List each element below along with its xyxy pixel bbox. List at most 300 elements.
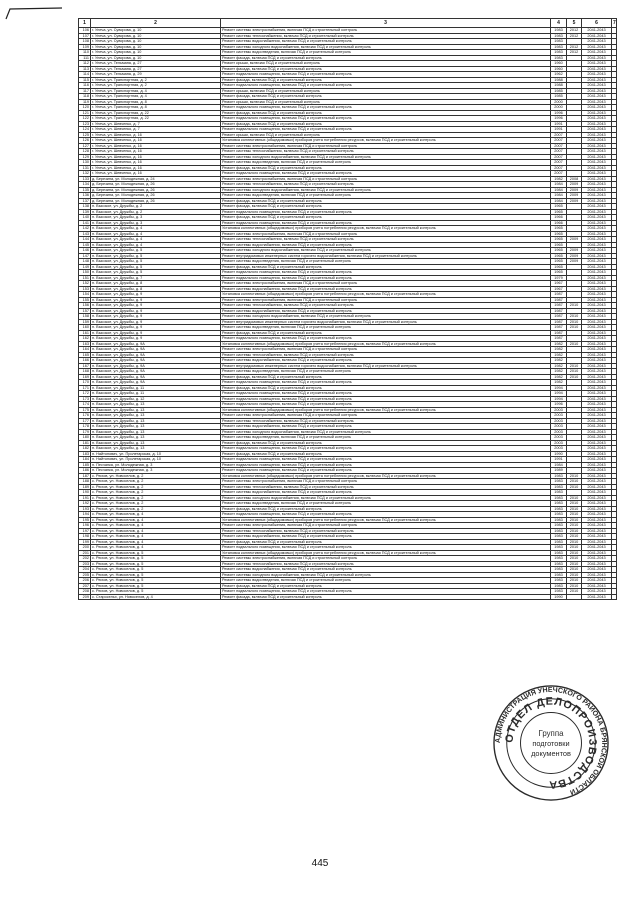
row-number: 199: [79, 539, 91, 545]
row-period: 2041-2043: [582, 396, 612, 402]
row-work-type: Ремонт подвального помещения, включая ПСД и строительный контроль: [221, 512, 551, 518]
row-number: 128: [79, 149, 91, 155]
row-work-type: Ремонт системы электроснабжения, включая ПСД и строительный контроль: [221, 556, 551, 562]
row-period: 2041-2043: [582, 451, 612, 457]
row-address: п. Песчанка, ул. Молодежная, д. 3: [91, 468, 221, 474]
row-year-built: 1991: [551, 121, 567, 127]
row-number: 158: [79, 314, 91, 320]
row-number: 119: [79, 99, 91, 105]
row-year-built: 1967: [551, 281, 567, 287]
row-year-built: 1982: [551, 374, 567, 380]
row-number: 209: [79, 594, 91, 600]
row-number: 135: [79, 187, 91, 193]
row-number: 117: [79, 88, 91, 94]
row-work-type: Ремонт системы теплоснабжения, включая ПСД и строительный контроль: [221, 33, 551, 39]
row-period: 2041-2043: [582, 66, 612, 72]
stamp-outer-text: АДМИНИСТРАЦИЯ УНЕЧСКОГО РАЙОНА БРЯНСКОЙ ОБЛАСТИ: [493, 685, 609, 797]
row-address: п. Высокое, ул. Дружбы, д. 5: [91, 248, 221, 254]
row-year-last-repair: 2010: [567, 534, 582, 540]
row-year-built: 1994: [551, 396, 567, 402]
row-work-type: Ремонт системы водоотведения, включая ПСД и строительный контроль: [221, 50, 551, 56]
row-year-built: 1983: [551, 39, 567, 45]
row-period: 2041-2043: [582, 347, 612, 353]
row-year-built: 1982: [551, 369, 567, 375]
row-number: 170: [79, 380, 91, 386]
row-number: 203: [79, 561, 91, 567]
row-year-built: 2007: [551, 149, 567, 155]
row-year-built: 1991: [551, 127, 567, 133]
row-address: п. Высокое, ул. Дружбы, д. 9: [91, 336, 221, 342]
row-year-last-repair: 2009: [567, 248, 582, 254]
row-work-type: Ремонт системы холодного водоснабжения, включая ПСД и строительный контроль: [221, 429, 551, 435]
row-address: п. Высокое, ул. Дружбы, д. 5: [91, 270, 221, 276]
row-address: с. Рюхов, ул. Новоселов, д. 4: [91, 523, 221, 529]
row-work-type: Ремонт подвального помещения, включая ПСД и строительный контроль: [221, 275, 551, 281]
row-number: 126: [79, 138, 91, 144]
row-work-type: Ремонт системы водоотведения, включая ПСД и строительный контроль: [221, 369, 551, 375]
row-address: г. Унеча, ул. Суворова, д. 10: [91, 55, 221, 61]
row-number: 137: [79, 198, 91, 204]
row-period: 2041-2043: [582, 561, 612, 567]
row-period: 2041-2043: [582, 198, 612, 204]
row-number: 151: [79, 275, 91, 281]
row-period: 2041-2043: [582, 275, 612, 281]
row-work-type: Ремонт подвального помещения, включая ПСД и строительный контроль: [221, 589, 551, 595]
row-number: 127: [79, 143, 91, 149]
row-work-type: Ремонт системы электроснабжения, включая ПСД и строительный контроль: [221, 523, 551, 529]
row-work-type: Ремонт системы водоотведения, включая ПСД и строительный контроль: [221, 193, 551, 199]
header-row: [79, 19, 617, 28]
row-address: п. Высокое, ул. Дружбы, д. 9: [91, 330, 221, 336]
row-year-built: 2007: [551, 138, 567, 144]
row-work-type: Ремонт системы водоотведения, включая ПСД и строительный контроль: [221, 501, 551, 507]
row-year-last-repair: 2010: [567, 369, 582, 375]
row-period: 2041-2043: [582, 572, 612, 578]
row-year-last-repair: 2010: [567, 539, 582, 545]
row-year-last-repair: 2009: [567, 198, 582, 204]
row-address: п. Высокое, ул. Дружбы, д. 9: [91, 325, 221, 331]
row-number: 106: [79, 28, 91, 34]
row-year-last-repair: 2010: [567, 512, 582, 518]
row-address: г. Унеча, ул. Транспортная, д. 22: [91, 116, 221, 122]
row-address: с. Рюхов, ул. Новоселов, д. 2: [91, 506, 221, 512]
row-work-type: Ремонт системы водоснабжения, включая ПСД и строительный контроль: [221, 358, 551, 364]
row-year-last-repair: 2010: [567, 314, 582, 320]
row-work-type: Ремонт системы холодного водоснабжения, включая ПСД и строительный контроль: [221, 154, 551, 160]
row-address: г. Унеча, ул. Шевченко, д. 7: [91, 121, 221, 127]
row-work-type: Ремонт подвального помещения, включая ПСД и строительный контроль: [221, 105, 551, 111]
row-year-built: 1982: [551, 352, 567, 358]
row-period: 2041-2043: [582, 374, 612, 380]
row-period: 2041-2043: [582, 138, 612, 144]
row-period: 2041-2043: [582, 352, 612, 358]
row-period: 2041-2043: [582, 154, 612, 160]
row-period: 2041-2043: [582, 253, 612, 259]
row-year-last-repair: 2010: [567, 501, 582, 507]
row-work-type: Ремонт системы водоснабжения, включая ПСД и строительный контроль: [221, 567, 551, 573]
row-address: с. Рюхов, ул. Новоселов, д. 5: [91, 550, 221, 556]
row-work-type: Ремонт фасада, включая ПСД и строительный контроль: [221, 198, 551, 204]
row-work-type: Ремонт подвального помещения, включая ПСД и строительный контроль: [221, 116, 551, 122]
row-period: 2041-2043: [582, 182, 612, 188]
row-year-last-repair: 2012: [567, 44, 582, 50]
row-work-type: Ремонт системы электроснабжения, включая ПСД и строительный контроль: [221, 28, 551, 34]
row-address: п. Высокое, ул. Дружбы, д. 9А: [91, 363, 221, 369]
row-period: 2041-2043: [582, 55, 612, 61]
row-work-type: Ремонт системы водоснабжения, включая ПСД и строительный контроль: [221, 490, 551, 496]
row-period: 2041-2043: [582, 583, 612, 589]
row-period: 2041-2043: [582, 215, 612, 221]
row-year-built: 1983: [551, 484, 567, 490]
row-address: с. Рюхов, ул. Новоселов, д. 2: [91, 490, 221, 496]
row-year-built: 1965: [551, 264, 567, 270]
row-period: 2041-2043: [582, 413, 612, 419]
row-address: п. Высокое, ул. Дружбы, д. 2: [91, 204, 221, 210]
row-year-built: 1987: [551, 325, 567, 331]
row-year-built: 1987: [551, 314, 567, 320]
row-number: 133: [79, 176, 91, 182]
row-period: 2041-2043: [582, 589, 612, 595]
row-year-built: 2007: [551, 154, 567, 160]
row-number: 202: [79, 556, 91, 562]
page-number: 445: [311, 858, 329, 869]
row-year-last-repair: 2010: [567, 325, 582, 331]
row-year-last-repair: 2010: [567, 341, 582, 347]
row-number: 122: [79, 116, 91, 122]
row-number: 163: [79, 341, 91, 347]
row-year-built: 1983: [551, 55, 567, 61]
row-year-built: 2003: [551, 418, 567, 424]
row-work-type: Установка коллективных (общедомовых) приборов учета потребления ресурсов, включая ПСД и строительный контроль: [221, 517, 551, 523]
row-work-type: Ремонт системы электроснабжения, включая ПСД и строительный контроль: [221, 347, 551, 353]
row-period: 2041-2043: [582, 528, 612, 534]
row-year-built: 1965: [551, 231, 567, 237]
row-address: п. Высокое, ул. Дружбы, д. 9А: [91, 358, 221, 364]
row-number: 118: [79, 94, 91, 100]
row-work-type: Ремонт подвального помещения, включая ПСД и строительный контроль: [221, 270, 551, 276]
row-year-last-repair: [567, 594, 582, 600]
row-address: г. Унеча, ул. Суворова, д. 10: [91, 44, 221, 50]
row-year-built: 1987: [551, 297, 567, 303]
row-year-built: 2003: [551, 407, 567, 413]
row-address: п. Высокое, ул. Дружбы, д. 4: [91, 231, 221, 237]
row-year-built: 1996: [551, 402, 567, 408]
row-year-built: 1983: [551, 506, 567, 512]
row-period: 2041-2043: [582, 39, 612, 45]
row-year-built: 1982: [551, 176, 567, 182]
row-period: 2041-2043: [582, 88, 612, 94]
row-year-built: 1994: [551, 385, 567, 391]
row-year-built: 1987: [551, 336, 567, 342]
row-address: п. Высокое, ул. Дружбы, д. 13: [91, 424, 221, 430]
row-number: 177: [79, 418, 91, 424]
row-year-built: 1984: [551, 182, 567, 188]
row-year-built: 1983: [551, 583, 567, 589]
row-year-built: 1990: [551, 451, 567, 457]
row-work-type: Ремонт системы электроснабжения, включая ПСД и строительный контроль: [221, 479, 551, 485]
row-year-built: 1966: [551, 215, 567, 221]
row-year-last-repair: 2010: [567, 583, 582, 589]
row-number: 171: [79, 385, 91, 391]
row-year-built: 1987: [551, 303, 567, 309]
row-address: п. Найтопович, ул. Пролетарская, д. 10: [91, 457, 221, 463]
row-year-last-repair: 2010: [567, 561, 582, 567]
row-address: п. Найтопович, ул. Пролетарская, д. 10: [91, 451, 221, 457]
row-address: д. Березина, ул. Молодежная, д. 26: [91, 198, 221, 204]
row-number: 180: [79, 435, 91, 441]
row-period: 2041-2043: [582, 578, 612, 584]
row-year-last-repair: 2012: [567, 28, 582, 34]
table-body: [79, 28, 617, 600]
row-address: с. Рюхов, ул. Новоселов, д. 4: [91, 539, 221, 545]
row-period: 2041-2043: [582, 50, 612, 56]
row-work-type: Ремонт системы водоснабжения, включая ПСД и строительный контроль: [221, 534, 551, 540]
department-stamp: [492, 684, 610, 802]
row-number: 124: [79, 127, 91, 133]
row-address: п. Высокое, ул. Дружбы, д. 9: [91, 297, 221, 303]
row-address: п. Высокое, ул. Дружбы, д. 9А: [91, 374, 221, 380]
row-address: п. Высокое, ул. Дружбы, д. 11: [91, 385, 221, 391]
row-work-type: Ремонт подвального помещения, включая ПСД и строительный контроль: [221, 391, 551, 397]
row-work-type: Установка коллективных (общедомовых) приборов учета потребления ресурсов, включая ПСД и строительный контроль: [221, 473, 551, 479]
row-address: г. Унеча, ул. Транспортная, д. 8: [91, 99, 221, 105]
row-work-type: Ремонт системы электроснабжения, включая ПСД и строительный контроль: [221, 413, 551, 419]
row-year-built: 2003: [551, 440, 567, 446]
row-address: с. Рюхов, ул. Новоселов, д. 5: [91, 561, 221, 567]
row-period: 2041-2043: [582, 292, 612, 298]
row-work-type: Ремонт фасада, включая ПСД и строительный контроль: [221, 330, 551, 336]
row-number: 204: [79, 567, 91, 573]
row-number: 116: [79, 83, 91, 89]
row-period: 2041-2043: [582, 209, 612, 215]
row-period: 2041-2043: [582, 72, 612, 78]
row-year-built: 1987: [551, 292, 567, 298]
row-work-type: Ремонт фасада, включая ПСД и строительный контроль: [221, 583, 551, 589]
row-number: 111: [79, 55, 91, 61]
row-work-type: Ремонт системы электроснабжения, включая ПСД и строительный контроль: [221, 281, 551, 287]
row-work-type: Ремонт подвального помещения, включая ПСД и строительный контроль: [221, 468, 551, 474]
row-period: 2041-2043: [582, 358, 612, 364]
row-period: 2041-2043: [582, 446, 612, 452]
row-period: 2041-2043: [582, 132, 612, 138]
row-address: п. Высокое, ул. Дружбы, д. 13: [91, 429, 221, 435]
row-address: с. Рюхов, ул. Новоселов, д. 4: [91, 545, 221, 551]
row-address: п. Высокое, ул. Дружбы, д. 9: [91, 308, 221, 314]
row-year-last-repair: 2010: [567, 523, 582, 529]
row-work-type: Ремонт фасада, включая ПСД и строительный контроль: [221, 66, 551, 72]
row-address: п. Высокое, ул. Дружбы, д. 13: [91, 440, 221, 446]
header-col-3: 3: [221, 19, 551, 28]
row-work-type: Ремонт системы водоснабжения, включая ПСД и строительный контроль: [221, 286, 551, 292]
row-address: г. Унеча, ул. Транспортная, д. 4: [91, 94, 221, 100]
row-year-built: 1960: [551, 61, 567, 67]
row-year-built: 1966: [551, 220, 567, 226]
row-work-type: Ремонт фасада, включая ПСД и строительный контроль: [221, 110, 551, 116]
row-number: 208: [79, 589, 91, 595]
row-number: 187: [79, 473, 91, 479]
row-number: 182: [79, 446, 91, 452]
row-work-type: Ремонт подвального помещения, включая ПСД и строительный контроль: [221, 396, 551, 402]
row-address: п. Высокое, ул. Дружбы, д. 5: [91, 259, 221, 265]
row-period: 2041-2043: [582, 171, 612, 177]
row-number: 184: [79, 457, 91, 463]
row-number: 165: [79, 352, 91, 358]
row-address: г. Унеча, ул. Транспортная, д. 2: [91, 83, 221, 89]
row-address: с. Рюхов, ул. Новоселов, д. 2: [91, 495, 221, 501]
row-period: 2041-2043: [582, 594, 612, 600]
row-number: 121: [79, 110, 91, 116]
row-year-built: 1988: [551, 83, 567, 89]
row-address: г. Унеча, ул. Суворова, д. 10: [91, 50, 221, 56]
row-address: г. Унеча, ул. Суворова, д. 10: [91, 28, 221, 34]
row-period: 2041-2043: [582, 435, 612, 441]
row-address: г. Унеча, ул. Шевченко, д. 16: [91, 149, 221, 155]
row-year-built: 2000: [551, 99, 567, 105]
row-period: 2041-2043: [582, 83, 612, 89]
row-year-built: 1990: [551, 594, 567, 600]
row-address: п. Высокое, ул. Дружбы, д. 4: [91, 242, 221, 248]
row-year-built: 1965: [551, 209, 567, 215]
row-work-type: Ремонт системы теплоснабжения, включая ПСД и строительный контроль: [221, 484, 551, 490]
row-address: п. Высокое, ул. Дружбы, д. 3: [91, 215, 221, 221]
row-address: п. Высокое, ул. Дружбы, д. 12: [91, 396, 221, 402]
row-address: д. Березина, ул. Молодежная, д. 24: [91, 176, 221, 182]
row-period: 2041-2043: [582, 495, 612, 501]
row-number: 206: [79, 578, 91, 584]
row-work-type: Ремонт системы теплоснабжения, включая ПСД и строительный контроль: [221, 303, 551, 309]
row-address: п. Песчанка, ул. Молодежная, д. 3: [91, 462, 221, 468]
row-period: 2041-2043: [582, 77, 612, 83]
row-work-type: Ремонт фасада, включая ПСД и строительный контроль: [221, 94, 551, 100]
row-number: 175: [79, 407, 91, 413]
row-year-built: 1982: [551, 380, 567, 386]
row-period: 2041-2043: [582, 490, 612, 496]
row-work-type: Установка коллективных (общедомовых) приборов учета потребления ресурсов, включая ПСД и строительный контроль: [221, 138, 551, 144]
row-year-built: 1983: [551, 495, 567, 501]
row-year-built: 1983: [551, 528, 567, 534]
row-address: п. Высокое, ул. Дружбы, д. 11: [91, 391, 221, 397]
row-number: 154: [79, 292, 91, 298]
row-number: 205: [79, 572, 91, 578]
row-number: 179: [79, 429, 91, 435]
row-year-built: 2007: [551, 132, 567, 138]
row-year-built: 2007: [551, 143, 567, 149]
row-period: 2041-2043: [582, 176, 612, 182]
row-work-type: Ремонт крыши, включая ПСД и строительный контроль: [221, 132, 551, 138]
row-address: с. Рюхов, ул. Новоселов, д. 2: [91, 479, 221, 485]
row-year-built: 1983: [551, 539, 567, 545]
row-number: 189: [79, 484, 91, 490]
row-work-type: Ремонт фасада, включая ПСД и строительный контроль: [221, 594, 551, 600]
row-year-built: 1960: [551, 66, 567, 72]
row-number: 131: [79, 165, 91, 171]
row-address: г. Унеча, ул. Шевченко, д. 7: [91, 127, 221, 133]
row-period: 2041-2043: [582, 248, 612, 254]
row-number: 145: [79, 242, 91, 248]
row-year-built: 1987: [551, 319, 567, 325]
row-number: 181: [79, 440, 91, 446]
row-work-type: Ремонт подвального помещения, включая ПСД и строительный контроль: [221, 83, 551, 89]
row-year-built: 1984: [551, 198, 567, 204]
row-work-type: Ремонт системы холодного водоснабжения, включая ПСД и строительный контроль: [221, 314, 551, 320]
row-work-type: Ремонт фасада, включая ПСД и строительный контроль: [221, 374, 551, 380]
row-number: 144: [79, 237, 91, 243]
row-number: 150: [79, 270, 91, 276]
row-year-built: 1965: [551, 248, 567, 254]
row-period: 2041-2043: [582, 462, 612, 468]
row-work-type: Установка коллективных (общедомовых) приборов учета потребления ресурсов, включая ПСД и строительный контроль: [221, 550, 551, 556]
row-work-type: Ремонт системы электроснабжения, включая ПСД и строительный контроль: [221, 231, 551, 237]
row-period: 2041-2043: [582, 418, 612, 424]
row-address: с. Рюхов, ул. Новоселов, д. 5: [91, 589, 221, 595]
row-year-last-repair: 2010: [567, 479, 582, 485]
row-work-type: Ремонт подвального помещения, включая ПСД и строительный контроль: [221, 380, 551, 386]
row-work-type: Ремонт системы водоотведения, включая ПСД и строительный контроль: [221, 160, 551, 166]
row-work-type: Ремонт системы водоснабжения, включая ПСД и строительный контроль: [221, 242, 551, 248]
header-col-7: 7: [613, 20, 616, 26]
row-number: 143: [79, 231, 91, 237]
row-year-built: 2007: [551, 160, 567, 166]
row-year-built: 2003: [551, 429, 567, 435]
row-number: 164: [79, 347, 91, 353]
row-address: г. Унеча, ул. Шевченко, д. 16: [91, 132, 221, 138]
row-work-type: Ремонт системы теплоснабжения, включая ПСД и строительный контроль: [221, 418, 551, 424]
row-year-built: 1984: [551, 187, 567, 193]
row-year-last-repair: 2010: [567, 545, 582, 551]
row-work-type: Ремонт внутридомовых инженерных систем горячего водоснабжения, включая ПСД и строительный контроль: [221, 253, 551, 259]
works-table: [78, 18, 617, 600]
row-period: 2041-2043: [582, 457, 612, 463]
row-work-type: Ремонт фасада, включая ПСД и строительный контроль: [221, 264, 551, 270]
row-work-type: Ремонт системы электроснабжения, включая ПСД и строительный контроль: [221, 143, 551, 149]
row-year-last-repair: 2010: [567, 567, 582, 573]
row-work-type: Ремонт крыши, включая ПСД и строительный контроль: [221, 61, 551, 67]
row-address: г. Унеча, ул. Шевченко, д. 16: [91, 165, 221, 171]
header-col-1: 1: [79, 19, 91, 28]
row-work-type: Ремонт системы теплоснабжения, включая ПСД и строительный контроль: [221, 182, 551, 188]
row-year-built: 1987: [551, 330, 567, 336]
row-address: с. Рюхов, ул. Новоселов, д. 5: [91, 567, 221, 573]
row-period: 2041-2043: [582, 281, 612, 287]
row-period: 2041-2043: [582, 369, 612, 375]
row-year-built: 2003: [551, 435, 567, 441]
row-address: с. Рюхов, ул. Новоселов, д. 2: [91, 484, 221, 490]
row-period: 2041-2043: [582, 380, 612, 386]
row-address: с. Рюхов, ул. Новоселов, д. 2: [91, 501, 221, 507]
row-period: 2041-2043: [582, 308, 612, 314]
row-year-built: 1983: [551, 28, 567, 34]
row-number: 113: [79, 66, 91, 72]
header-col-4: 4: [551, 19, 567, 28]
row-address: п. Высокое, ул. Дружбы, д. 4: [91, 226, 221, 232]
row-period: 2041-2043: [582, 121, 612, 127]
row-number: 125: [79, 132, 91, 138]
row-period: 2041-2043: [582, 204, 612, 210]
row-address: п. Высокое, ул. Дружбы, д. 8: [91, 281, 221, 287]
row-period: 2041-2043: [582, 28, 612, 34]
row-period: 2041-2043: [582, 127, 612, 133]
row-year-built: 1983: [551, 479, 567, 485]
row-period: 2041-2043: [582, 341, 612, 347]
row-work-type: Ремонт системы водоотведения, включая ПСД и строительный контроль: [221, 578, 551, 584]
row-year-built: 1985: [551, 94, 567, 100]
row-year-built: 1983: [551, 501, 567, 507]
row-year-built: 1979: [551, 275, 567, 281]
row-period: 2041-2043: [582, 116, 612, 122]
row-number: 136: [79, 193, 91, 199]
row-year-built: 2007: [551, 165, 567, 171]
row-address: п. Высокое, ул. Дружбы, д. 13: [91, 402, 221, 408]
